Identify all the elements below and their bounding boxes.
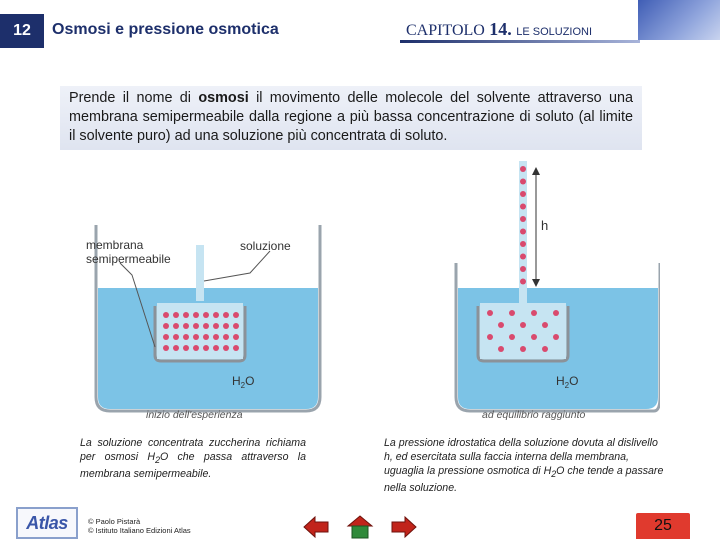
logo-text: Atlas [26,512,68,533]
caption-left-b: O che passa attraverso la membrana semipermeabile. [80,451,306,481]
chapter-number: 12 [0,14,44,48]
solute-dot [183,345,189,351]
solute-dot [203,312,209,318]
beaker-right [456,161,660,421]
tube-solute-dot [520,166,526,172]
water-sub-right: 2 [564,381,570,390]
label-membrane-line1: membrana [86,238,144,252]
solute-dot [163,345,169,351]
osmosis-diagram [60,155,660,433]
solute-dot [163,334,169,340]
caption-left [80,436,306,481]
solute-dot [173,312,179,318]
solute-dot [233,312,239,318]
home-icon [348,516,372,538]
solute-dot [487,310,493,316]
solute-dot [213,323,219,329]
solute-dot [173,345,179,351]
water-h-left: H [232,374,241,388]
solute-dot [233,323,239,329]
solute-dot [213,345,219,351]
caption-left-sub: 2 [155,455,160,466]
caption-right-sub: 2 [551,469,557,480]
water-o-right: O [569,374,579,388]
tube-solute-dot [520,229,526,235]
slide-title: Osmosi e pressione osmotica [52,21,279,38]
copyright [88,517,191,535]
caption-right-b: O che tende a passare nella soluzione. [384,465,664,495]
solute-dot [223,345,229,351]
arrow-right-icon [392,517,416,537]
tube-solute-dot [520,191,526,197]
solute-dot [223,334,229,340]
copyright-line1: © Paolo Pistarà [88,517,141,526]
solute-dot [498,322,504,328]
tube-solute-dot [520,279,526,285]
caption-left-a: La soluzione concentrata zuccherina richiama per osmosi H [80,437,306,463]
page-number: 25 [636,513,690,539]
solute-dot [498,346,504,352]
chapter-subject: LE SOLUZIONI [516,26,593,38]
solute-dot [553,334,559,340]
solute-dot [203,334,209,340]
solution-leader-line [204,251,270,281]
atlas-logo [16,507,78,539]
solute-dot [193,323,199,329]
solute-dot [173,334,179,340]
solute-dot [203,345,209,351]
solute-dot [193,345,199,351]
caption-right-a: La pressione idrostatica della soluzione dovuta al dislivello h, ed esercitata sulla faccia interna della membrana, uguaglia la pressione osmotica di H [384,437,658,477]
solute-dot [520,346,526,352]
stage-label-right: ad equilibrio raggiunto [482,409,586,421]
left-bag-fill [157,303,243,359]
solute-dot [183,312,189,318]
intro-text-after: il movimento delle molecole del solvente attraverso una membrana semipermeabile dalla regione a più bassa concentrazione di soluto (al limite il solvente puro) ad una soluzione più concentrata di soluto. [69,90,633,144]
solute-dot [183,323,189,329]
left-tube [196,245,204,301]
solute-dot [542,322,548,328]
tube-solute-dot [520,204,526,210]
chapter-num: 14. [489,19,512,39]
solute-dot [553,310,559,316]
solute-dot [223,323,229,329]
solute-dot [520,322,526,328]
solute-dot [531,334,537,340]
label-solution: soluzione [240,239,291,253]
corner-decoration [638,0,720,40]
intro-keyword: osmosi [198,90,249,106]
tube-solute-dot [520,254,526,260]
solute-dot [173,323,179,329]
nav-next-button[interactable] [390,514,418,540]
solute-dot [213,312,219,318]
caption-right [384,436,666,495]
solute-dot [193,334,199,340]
solute-dot [193,312,199,318]
solute-dot [487,334,493,340]
intro-paragraph [60,86,642,150]
chapter-prefix: CAPITOLO [406,22,485,39]
height-arrow-bottom [532,279,540,287]
solute-dot [183,334,189,340]
solute-dot [509,310,515,316]
arrow-left-icon [304,517,328,537]
intro-text-before: Prende il nome di [69,90,199,106]
tube-solute-dot [520,179,526,185]
tube-solute-dot [520,266,526,272]
nav-home-button[interactable] [346,514,374,540]
tube-solute-dot [520,241,526,247]
solute-dot [163,312,169,318]
solute-dot [233,345,239,351]
solute-dot [531,310,537,316]
solute-dot [509,334,515,340]
solute-dot [203,323,209,329]
height-arrow-top [532,167,540,175]
solute-dot [163,323,169,329]
solute-dot [213,334,219,340]
stage-label-left: inizio dell'esperienza [146,409,243,421]
water-sub-left: 2 [240,381,246,390]
solute-dot [542,346,548,352]
label-membrane-line2: semipermeabile [86,252,171,266]
water-o-left: O [245,374,255,388]
solute-dot [223,312,229,318]
tube-solute-dot [520,216,526,222]
copyright-line2: © Istituto Italiano Edizioni Atlas [88,526,191,535]
chapter-heading [406,19,592,40]
nav-back-button[interactable] [302,514,330,540]
solute-dot [233,334,239,340]
beaker-left [86,225,320,421]
height-label: h [541,218,549,233]
water-h-right: H [556,374,565,388]
header-divider [400,40,640,43]
